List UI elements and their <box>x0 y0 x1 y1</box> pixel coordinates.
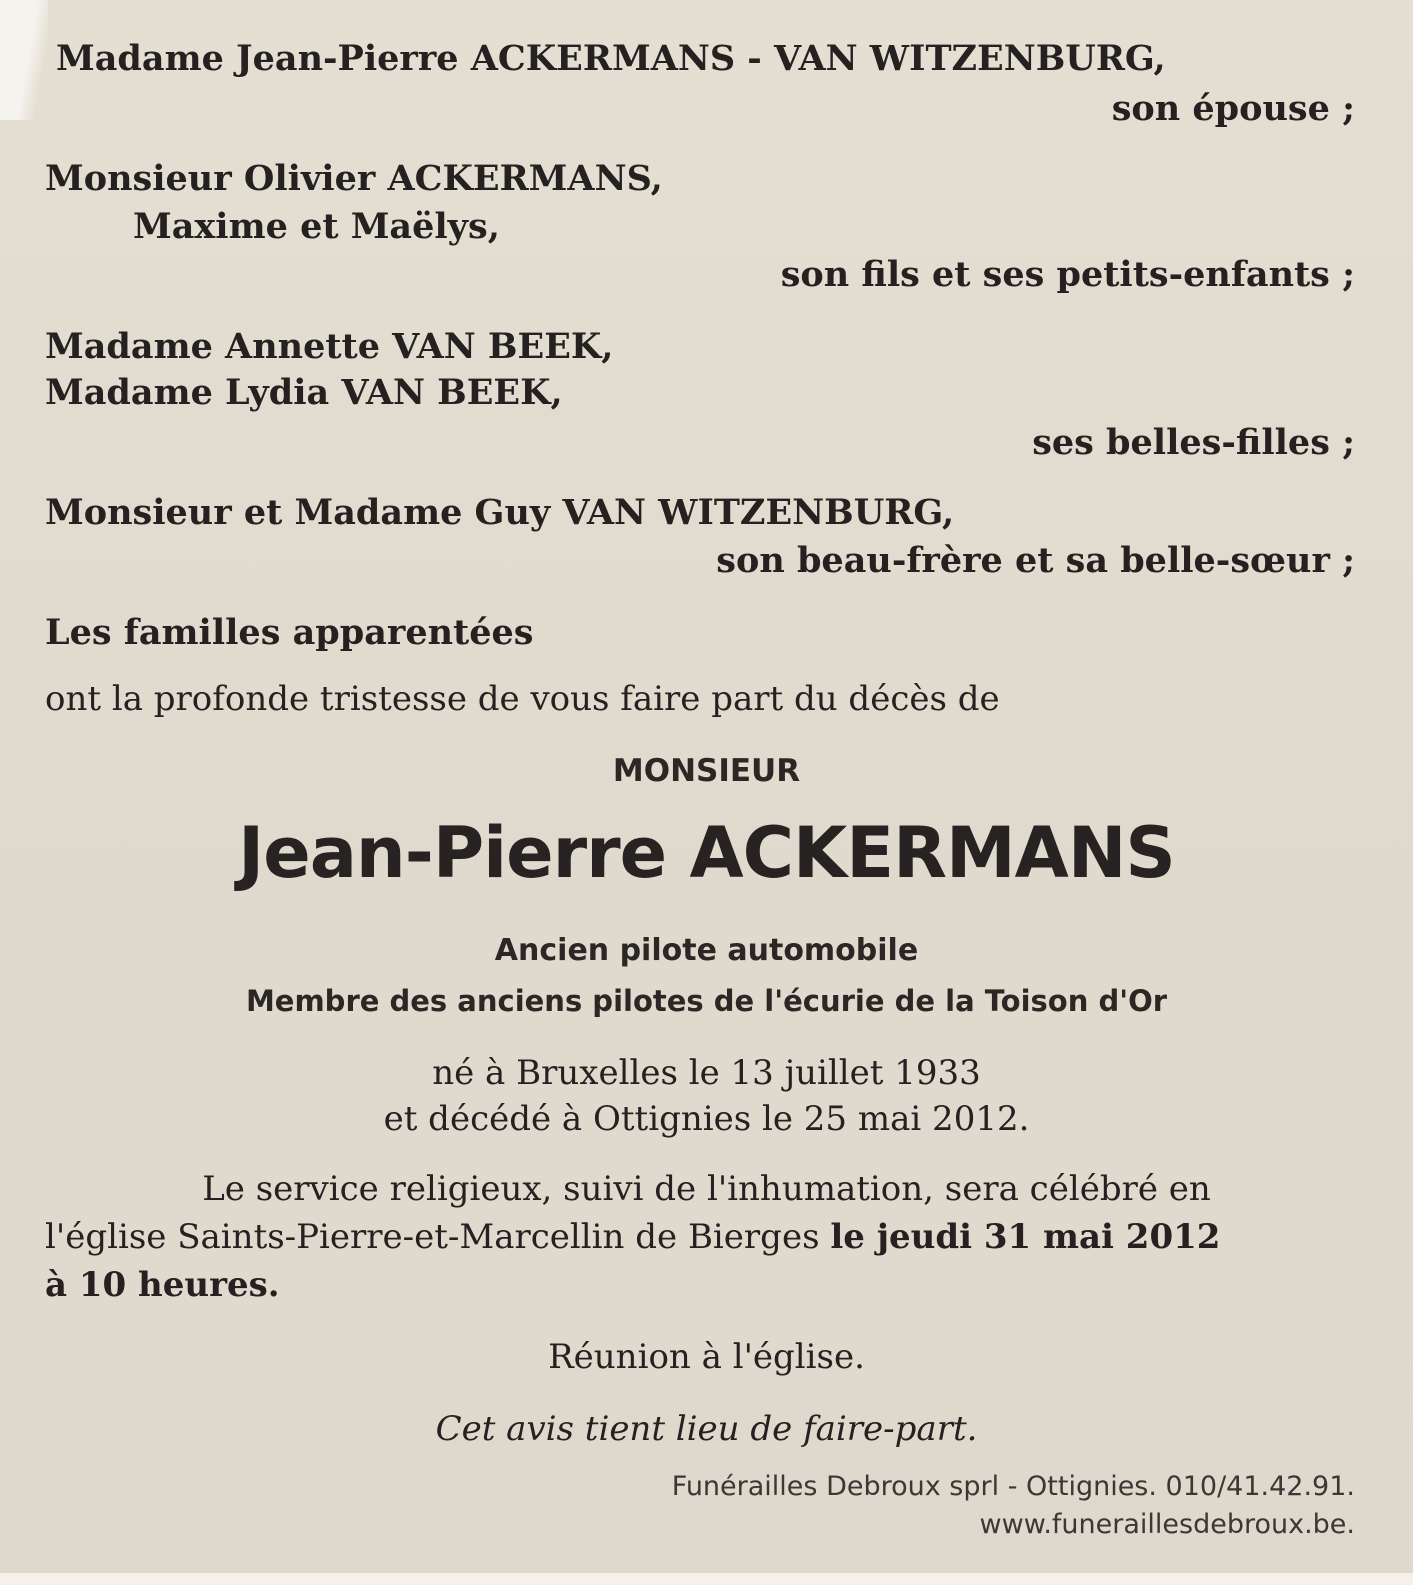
daughters-in-law-relation: ses belles-filles ; <box>1032 422 1355 463</box>
son-relation: son fils et ses petits-enfants ; <box>780 254 1355 295</box>
service-date: le jeudi 31 mai 2012 <box>830 1217 1221 1257</box>
deceased-title: MONSIEUR <box>612 753 801 789</box>
daughter-in-law-1: Madame Annette VAN BEEK, <box>45 326 614 367</box>
paper-bottom-edge <box>0 1573 1413 1585</box>
grandchildren-names: Maxime et Maëlys, <box>133 206 500 247</box>
meeting-info: Réunion à l'église. <box>548 1337 865 1377</box>
death-info: et décédé à Ottignies le 25 mai 2012. <box>383 1099 1030 1139</box>
service-line-2 <box>45 1216 1220 1258</box>
in-laws-relation: son beau-frère et sa belle-sœur ; <box>716 540 1355 581</box>
funeral-home-website: www.funeraillesdebroux.be. <box>979 1509 1355 1540</box>
daughter-in-law-2: Madame Lydia VAN BEEK, <box>45 372 563 413</box>
deceased-role-2: Membre des anciens pilotes de l'écurie de la Toison d'Or <box>245 984 1168 1018</box>
spouse-relation: son épouse ; <box>1111 88 1355 129</box>
son-name: Monsieur Olivier ACKERMANS, <box>45 158 663 199</box>
deceased-role-1: Ancien pilote automobile <box>494 933 919 968</box>
funeral-home-name: Funérailles Debroux sprl - Ottignies. 010/41.42.91. <box>671 1471 1355 1502</box>
torn-paper-corner <box>0 0 48 120</box>
service-time: à 10 heures. <box>45 1265 280 1305</box>
spouse-name: Madame Jean-Pierre ACKERMANS - VAN WITZENBURG, <box>56 38 1166 79</box>
deceased-name: Jean-Pierre ACKERMANS <box>238 812 1175 894</box>
service-line-1: Le service religieux, suivi de l'inhumation, sera célébré en <box>202 1169 1211 1209</box>
faire-part-notice: Cet avis tient lieu de faire-part. <box>435 1409 978 1449</box>
announcement-intro: ont la profonde tristesse de vous faire part du décès de <box>45 679 1000 719</box>
in-laws-name: Monsieur et Madame Guy VAN WITZENBURG, <box>45 492 955 533</box>
related-families: Les familles apparentées <box>45 612 534 653</box>
birth-info: né à Bruxelles le 13 juillet 1933 <box>432 1053 981 1093</box>
service-church: l'église Saints-Pierre-et-Marcellin de Bierges <box>45 1217 831 1257</box>
